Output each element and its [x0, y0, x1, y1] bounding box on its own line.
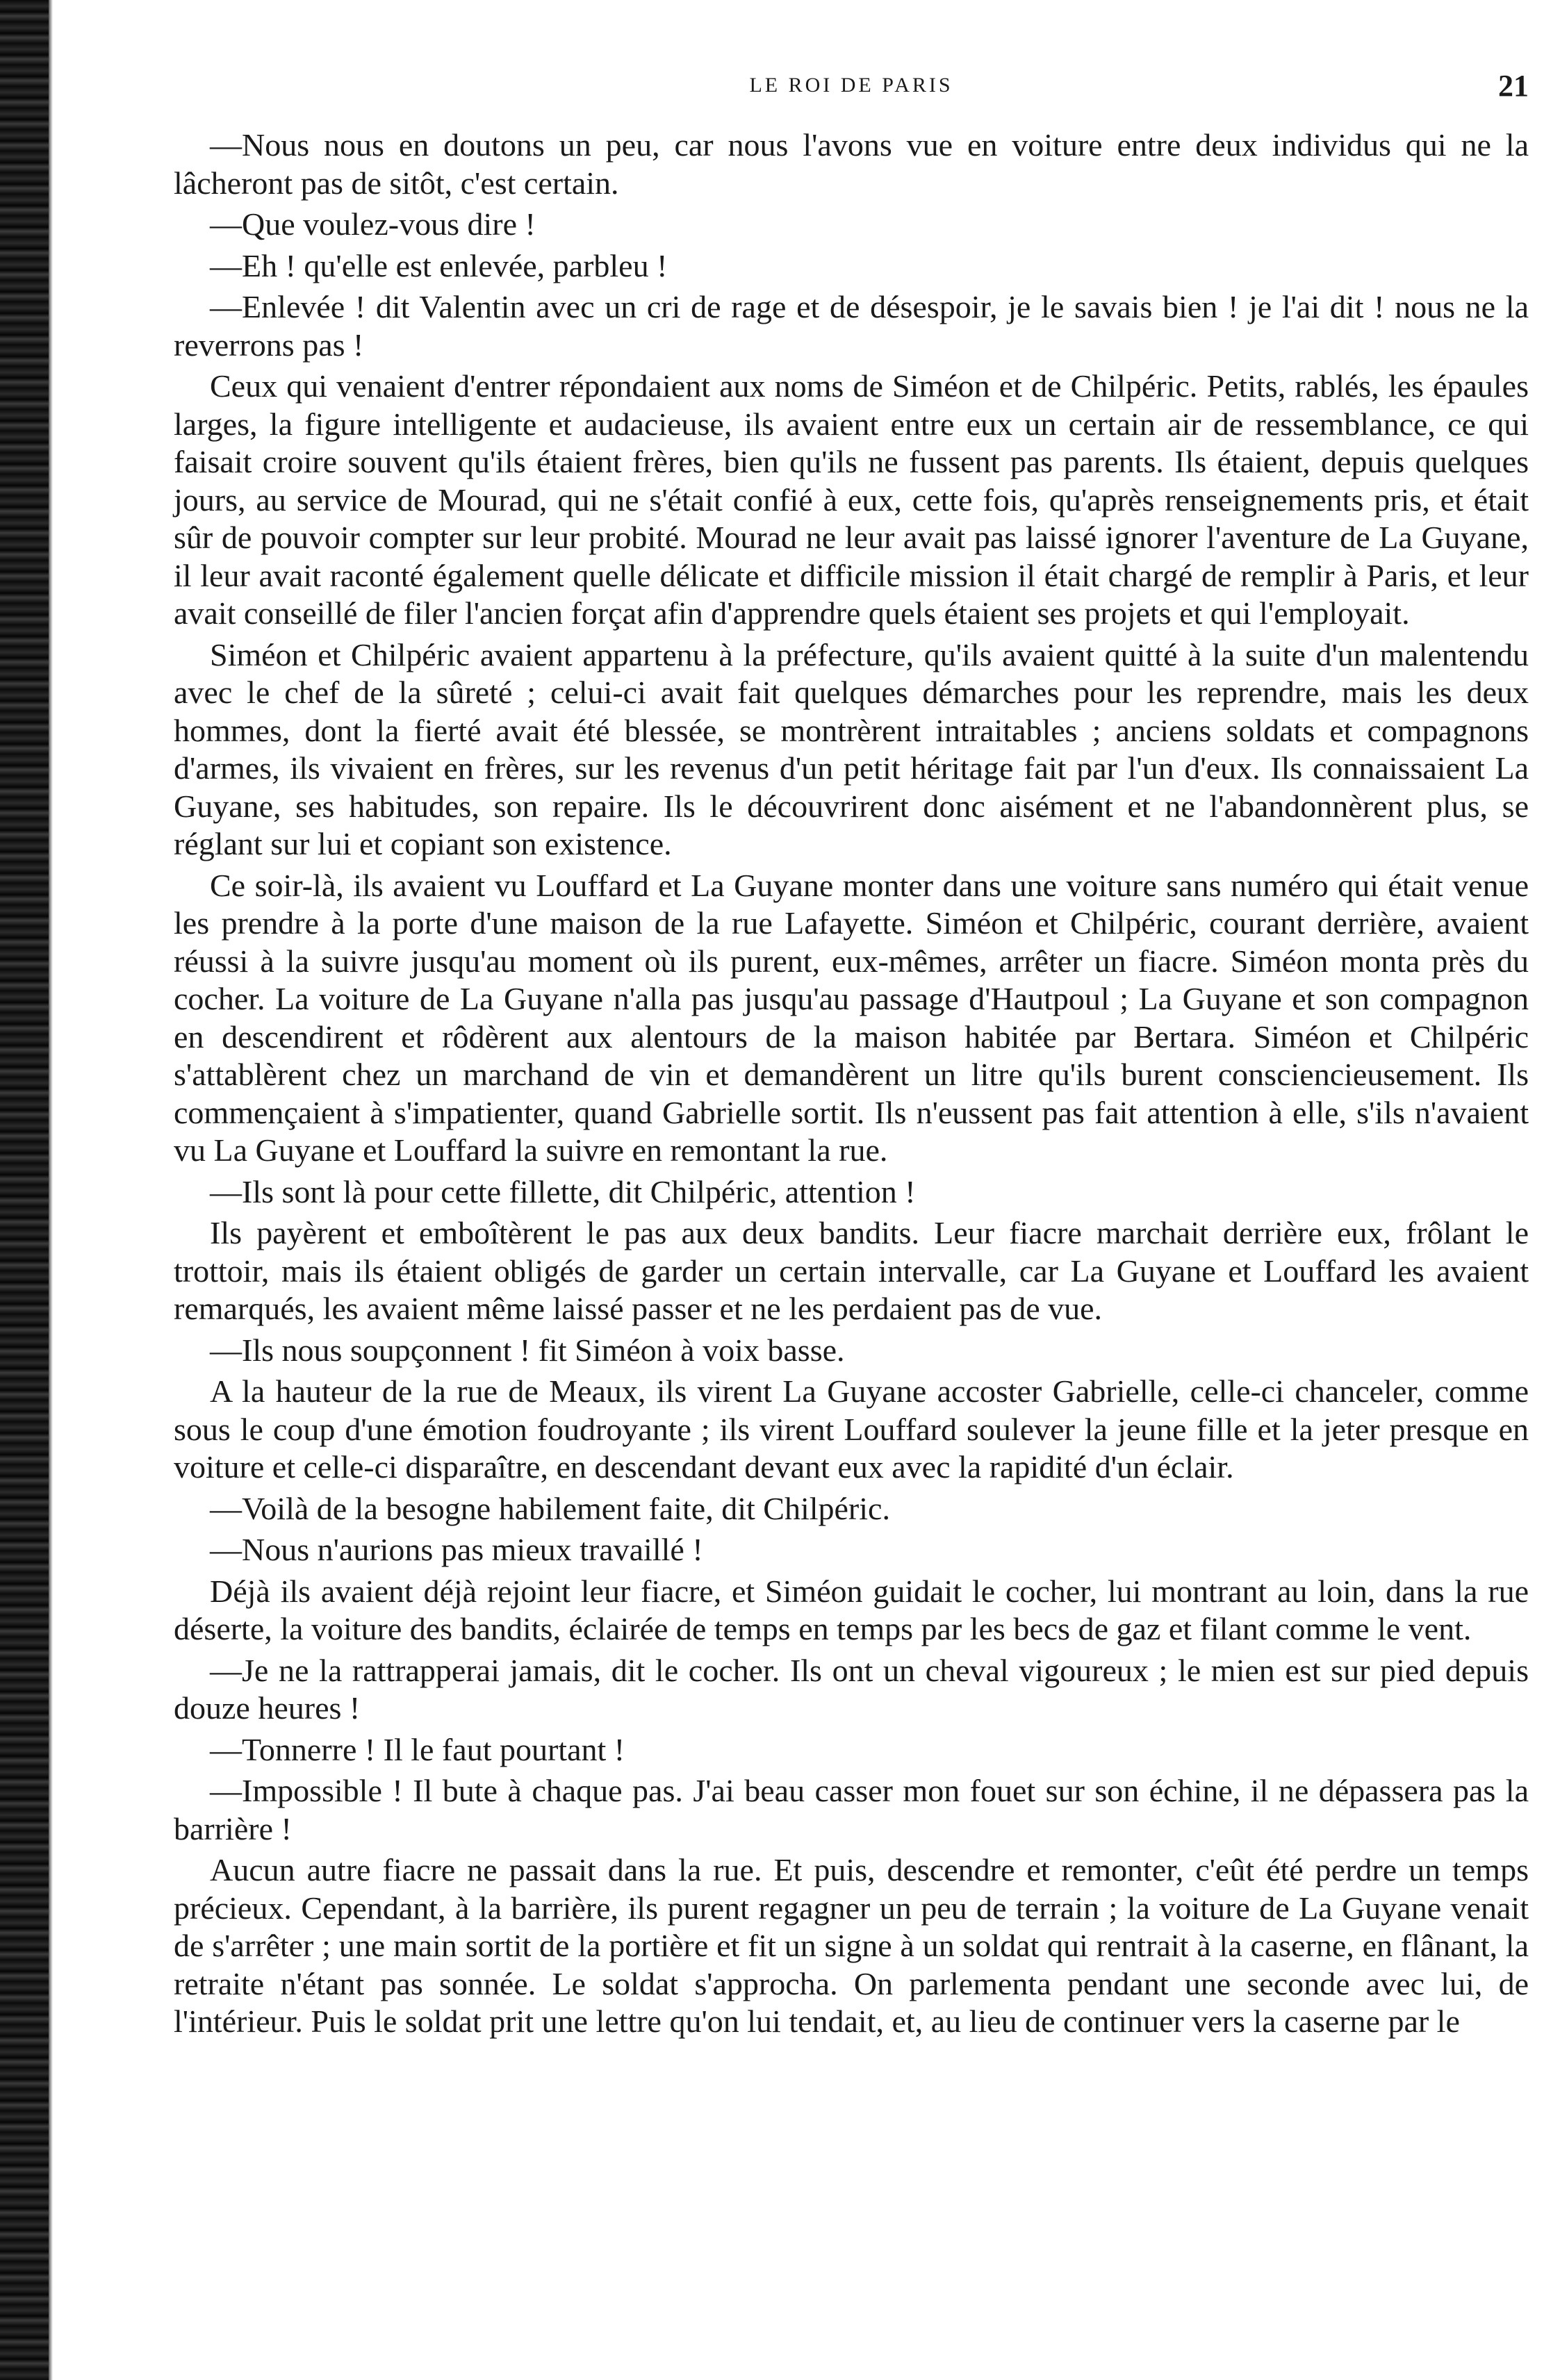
paragraph: Ce soir-là, ils avaient vu Louffard et La Guyane monter dans une voiture sans numéro qui était venue les prendre à la porte d'une maison de la rue Lafayette. Siméon et Chilpéric, courant derrière, avaient réussi à la suivre jusqu'au moment où ils purent, eux-mêmes, arrêter un fiacre. Siméon monta près du cocher. La voiture de La Guyane n'alla pas jusqu'au passage d'Hautpoul ; La Guyane et son compagnon en descendirent et rôdèrent aux alentours de la maison habitée par Bertara. Siméon et Chilpéric s'attablèrent chez un marchand de vin et demandèrent un litre qu'ils burent consciencieusement. Ils commençaient à s'impatienter, quand Gabrielle sortit. Ils n'eussent pas fait attention à elle, s'ils n'avaient vu La Guyane et Louffard la suivre en remontant la rue.: [174, 867, 1529, 1168]
paragraph: Ils payèrent et emboîtèrent le pas aux deux bandits. Leur fiacre marchait derrière eux, frôlant le trottoir, mais ils étaient obligés de garder un certain intervalle, car La Guyane et Louffard les avaient remarqués, les avaient même laissé passer et ne les perdaient pas de vue.: [174, 1215, 1529, 1326]
page-number: 21: [1498, 69, 1529, 103]
body-text: [174, 126, 1529, 2041]
paragraph: —Nous n'aurions pas mieux travaillé !: [210, 1532, 703, 1567]
paragraph: —Tonnerre ! Il le faut pourtant !: [210, 1731, 625, 1767]
paragraph: Ceux qui venaient d'entrer répondaient aux noms de Siméon et de Chilpéric. Petits, rablés, les épaules larges, la figure intelligente et audacieuse, ils avaient entre eux un certain air de ressemblance, ce qui faisait croire souvent qu'ils étaient frères, bien qu'ils ne fussent pas parents. Ils étaient, depuis quelques jours, au service de Mourad, qui ne s'était confié à eux, cette fois, qu'après renseignements pris, et était sûr de pouvoir compter sur leur probité. Mourad ne leur avait pas laissé ignorer l'aventure de La Guyane, il leur avait raconté également quelle délicate et difficile mission il était chargé de remplir à Paris, et leur avait conseillé de filer l'ancien forçat afin d'apprendre quels étaient ses projets et qui l'employait.: [174, 368, 1529, 631]
paragraph: —Je ne la rattrapperai jamais, dit le cocher. Ils ont un cheval vigoureux ; le mien est sur pied depuis douze heures !: [174, 1652, 1529, 1726]
running-title: LE ROI DE PARIS: [749, 74, 953, 97]
paragraph: —Ils nous soupçonnent ! fit Siméon à voix basse.: [210, 1332, 845, 1368]
paragraph: Déjà ils avaient déjà rejoint leur fiacre, et Siméon guidait le cocher, lui montrant au loin, dans la rue déserte, la voiture des bandits, éclairée de temps en temps par les becs de gaz et filant comme le vent.: [174, 1573, 1529, 1646]
paragraph: —Nous nous en doutons un peu, car nous l'avons vue en voiture entre deux individus qui ne la lâcheront pas de sitôt, c'est certain.: [174, 127, 1529, 201]
paragraph: —Que voulez-vous dire !: [210, 206, 536, 242]
paragraph: Aucun autre fiacre ne passait dans la rue. Et puis, descendre et remonter, c'eût été perdre un temps précieux. Cependant, à la barrière, ils purent regagner un peu de terrain ; la voiture de La Guyane venait de s'arrêter ; une main sortit de la portière et fit un signe à un soldat qui rentrait à la caserne, en flânant, la retraite n'étant pas sonnée. Le soldat s'approcha. On parlementa pendant une seconde avec lui, de l'intérieur. Puis le soldat prit une lettre qu'on lui tendait, et, au lieu de continuer vers la caserne par le: [174, 1852, 1529, 2039]
page-header: [174, 61, 1529, 103]
paragraph: A la hauteur de la rue de Meaux, ils virent La Guyane accoster Gabrielle, celle-ci chanceler, comme sous le coup d'une émotion foudroyante ; ils virent Louffard soulever la jeune fille et la jeter presque en voiture et celle-ci disparaître, en descendant devant eux avec la rapidité d'un éclair.: [174, 1373, 1529, 1485]
paragraph: —Impossible ! Il bute à chaque pas. J'ai beau casser mon fouet sur son échine, il ne dépassera pas la barrière !: [174, 1773, 1529, 1846]
page-binding-edge: [0, 0, 49, 2380]
paragraph: —Enlevée ! dit Valentin avec un cri de rage et de désespoir, je le savais bien ! je l'ai dit ! nous ne la reverrons pas !: [174, 289, 1529, 363]
paragraph: —Voilà de la besogne habilement faite, dit Chilpéric.: [210, 1490, 890, 1526]
book-page: [174, 61, 1529, 2044]
paragraph: Siméon et Chilpéric avaient appartenu à la préfecture, qu'ils avaient quitté à la suite d'un malentendu avec le chef de la sûreté ; celui-ci avait fait quelques démarches pour les reprendre, mais les deux hommes, dont la fierté avait été blessée, se montrèrent intraitables ; anciens soldats et compagnons d'armes, ils vivaient en frères, sur les revenus d'un petit héritage fait par l'un d'eux. Ils connaissaient La Guyane, ses habitudes, son repaire. Ils le découvrirent donc aisément et ne l'abandonnèrent plus, se réglant sur lui et copiant son existence.: [174, 636, 1529, 861]
paragraph: —Eh ! qu'elle est enlevée, parbleu !: [210, 247, 668, 283]
paragraph: —Ils sont là pour cette fillette, dit Chilpéric, attention !: [210, 1173, 916, 1209]
